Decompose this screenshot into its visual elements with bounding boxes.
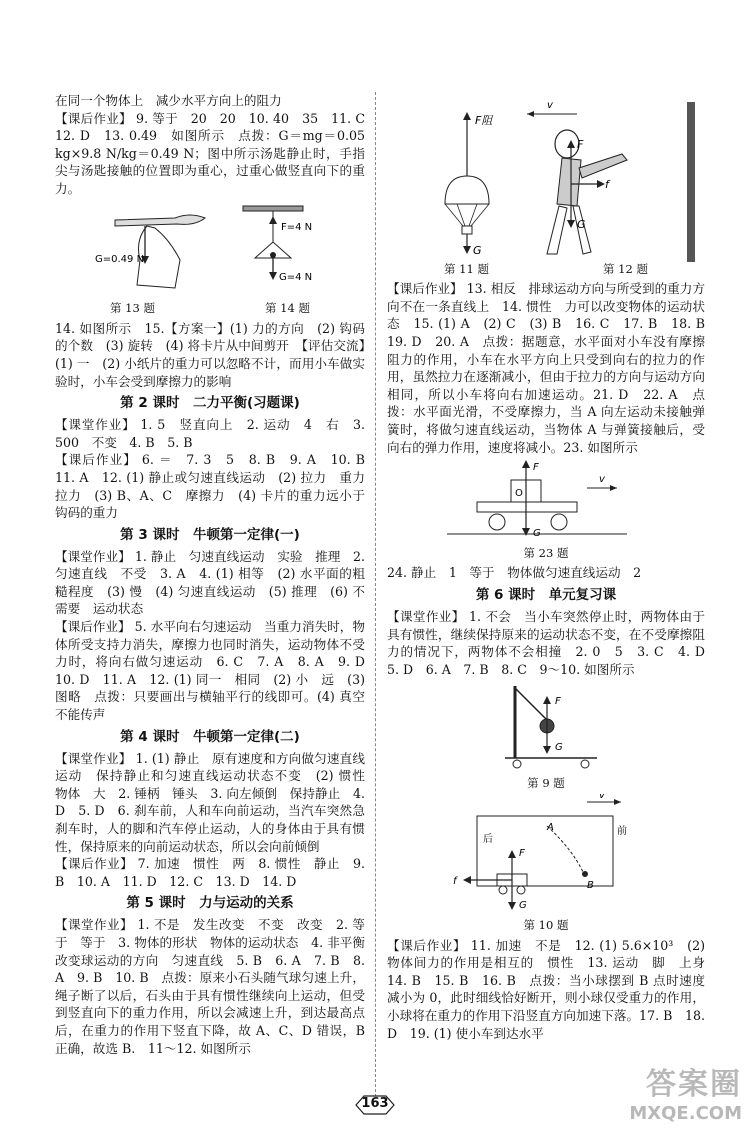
paragraph: 【课后作业】 6. ＝ 7. 3 5 8. B 9. A 10. B 11. A 12. (1) 静止或匀速直线运动 (2) 拉力 重力 拉力 (3) B、A、C 摩擦力 (4) 卡片的重力远小于钩码的重力: [55, 452, 378, 521]
fig12-gravity-label: G: [577, 218, 586, 231]
section-heading: 第 2 课时 二力平衡(习题课): [120, 395, 300, 412]
fig11-caption: 第 11 题: [444, 261, 489, 276]
paragraph: 【课堂作业】 1. 5 竖直向上 2. 运动 4 右 3. 500 不变 4. B 5. B: [55, 417, 365, 450]
fig10-point-a-label: A: [547, 822, 554, 834]
figure-23: [387, 458, 705, 562]
fig10-gravity-label: G: [519, 900, 527, 912]
fig10-back-label: 后: [483, 834, 493, 846]
paragraph: 【课堂作业】 1. (1) 静止 原有速度和方向做匀速直线运动 保持静止和匀速直线运动状态不变 (2) 惯性 物体 大 2. 锤柄 锤头 3. 向左倾倒 保持静止 4. D 5. D 6. 刹车前，人和车向前运动，当汽车突然急刹车时，人的脚和汽车停止运动，人的身体由于具有惯性，保持原来的向前运动状态，所以会向前倾倒: [55, 750, 378, 854]
fig10-front-label: 前: [617, 826, 627, 838]
section-heading: 第 4 课时 牛顿第一定律(二): [120, 728, 300, 745]
fig9-caption: 第 9 题: [527, 775, 565, 790]
paragraph: 【课后作业】 11. 加速 不是 12. (1) 5.6×10³ (2) 物体间力的作用是相互的 惯性 13. 运动 脚 上身 14. B 15. B 16. B 点拨：当小球摆到 B 点时速度减小为 0，此时细线恰好断开，则小球仅受重力的作用，小球将在重力的作用下沿竖直方向加速下落。17. B 18. D 19. (1) 使小车到达水平: [387, 937, 718, 1041]
fig12-velocity-label: v: [547, 100, 553, 111]
fig10-caption: 第 10 题: [523, 918, 569, 933]
fig9-force-label: F: [555, 696, 561, 708]
figures-11-12: [387, 94, 705, 278]
fig14-caption: 第 14 题: [265, 301, 310, 316]
section-heading: 第 6 课时 单元复习课: [475, 586, 617, 603]
figure-12: [527, 100, 695, 262]
paragraph: 在同一个物体上 减少水平方向上的阻力: [55, 93, 282, 108]
paragraph: 【课堂作业】 1. 不是 发生改变 不变 改变 2. 等于 等于 3. 物体的形状 物体的运动状态 4. 非平衡 改变球运动的方向 匀速直线 5. B 6. A 7. B 8. A 9. B 10. B 点拨：原来小石头随气球匀速上升，绳子断了以后，石头由于具有惯性继续向上运动，但受到竖直向下的重力作用，所以会减速上升，到达最高点后，在重力的作用下竖直下降，故 A、C、D 错误，B 正确，故选 B. 11～12. 如图所示: [55, 917, 378, 1056]
figure-10-diagram: [387, 794, 705, 912]
section-heading: 第 5 课时 力与运动的关系: [126, 895, 294, 912]
paragraph: 【课后作业】 13. 相反 排球运动方向与所受到的重力方向不在一条直线上 14. 惯性 力可以改变物体的运动状态 15. (1) A (2) C (3) B 16. C 17. B 18. B 19. D 20. A 点拨：据题意，水平面对小车没有摩擦阻力的作用，小车在水平方向上只受到向右的拉力的作用，虽然拉力在逐渐减小，但由于拉力的方向与运动方向相同，所以小车将向右加速运动。21. D 22. A 点拨：水平面光滑，不受摩擦力，当 A 向左运动未接触弹簧时，将做匀速直线运动，当物体 A 与弹簧接触后，受向右的弹力作用，速度将减小。23. 如图所示: [387, 281, 718, 455]
section-heading: 第 3 课时 牛顿第一定律(一): [120, 526, 300, 543]
fig9-gravity-label: G: [555, 742, 563, 754]
paragraph: 【课后作业】 5. 水平向右匀速运动 当重力消失时，物体所受支持力消失，摩擦力也同时消失，运动物体不受力时，将向右做匀速运动 6. C 7. A 8. A 9. D 10. D 11. A 12. (1) 同一 相同 (2) 小 远 (3) 图略 点拨：只要画出与横轴平行的线即可。(4) 真空不能传声: [55, 619, 378, 723]
fig23-center-label: O: [515, 488, 523, 500]
figure-10: [387, 794, 705, 934]
paragraph: 【课堂作业】 1. 不会 当小车突然停止时，两物体由于具有惯性，继续保持原来的运动状态不变，在不受摩擦阻力的情况下，两物体不会相撞 2. 0 5 3. C 4. D 5. D 6. A 7. B 8. C 9～10. 如图所示: [387, 608, 718, 677]
fig13-gravity-label: G=0.49 N: [95, 253, 145, 265]
paragraph: 【课后作业】 9. 等于 20 20 10. 40 35 11. C 12. D 13. 0.49 如图所示 点拨：G＝mg＝0.05 kg×9.8 N/kg＝0.49 N；图中所示汤匙静止时，手指尖与汤匙接触的位置即为重心，过重心做竖直向下的重力。: [55, 110, 378, 196]
figure-9-diagram: [387, 680, 705, 770]
watermark: [629, 1059, 742, 1124]
fig11-drag-label: F阻: [475, 114, 493, 127]
figures-13-14: [55, 200, 365, 318]
figure-11: [445, 112, 493, 257]
figure-13-14-diagram: [55, 200, 365, 300]
fig10-force-label: F: [519, 848, 525, 860]
fig12-caption: 第 12 题: [603, 261, 648, 276]
watermark-line2: MXQE.COM: [629, 1103, 742, 1124]
figure-14: [243, 206, 312, 283]
fig14-gravity-label: G=4 N: [279, 271, 313, 283]
fig14-force-label: F=4 N: [281, 221, 313, 233]
paragraph: 24. 静止 1 等于 物体做匀速直线运动 2: [387, 565, 642, 581]
page-number-text: 163: [361, 1096, 389, 1111]
paragraph: 【课后作业】 7. 加速 惯性 两 8. 惯性 静止 9. B 10. A 11. D 12. C 13. D 14. D: [55, 856, 365, 889]
fig11-gravity-label: G: [473, 244, 482, 257]
page-number: [352, 1094, 398, 1116]
watermark-line1: 答案圈: [646, 1067, 742, 1102]
column-divider: [375, 92, 376, 1102]
figure-13: [95, 215, 205, 288]
fig23-velocity-label: v: [599, 474, 605, 486]
fig23-force-label: F: [533, 462, 539, 474]
fig23-gravity-label: G: [533, 528, 541, 540]
paragraph: 14. 如图所示 15.【方案一】(1) 力的方向 (2) 钩码的个数 (3) 旋转 (4) 将卡片从中间剪开 【评估交流】(1) 一 (2) 小纸片的重力可以忽略不计，而用小车做实验时，小车会受到摩擦力的影响: [55, 320, 365, 389]
fig12-force-label: F: [577, 138, 584, 151]
fig10-point-b-label: B: [587, 880, 594, 892]
figure-11-12-diagram: [387, 94, 705, 262]
left-column: [55, 92, 378, 1057]
fig10-velocity-label: v: [599, 794, 605, 802]
fig23-caption: 第 23 题: [523, 545, 569, 560]
figure-23-diagram: [387, 458, 705, 540]
figure-9: [387, 680, 705, 792]
fig12-friction-label: f: [605, 178, 609, 191]
right-column: [387, 92, 718, 1042]
fig10-friction-label: f: [453, 876, 457, 888]
fig13-caption: 第 13 题: [110, 301, 155, 316]
paragraph: 【课堂作业】 1. 静止 匀速直线运动 实验 推理 2. 匀速直线 不受 3. A 4. (1) 相等 (2) 水平面的粗糙程度 (3) 慢 (4) 匀速直线运动 (5) 推理 (6) 不需要 运动状态: [55, 548, 365, 617]
